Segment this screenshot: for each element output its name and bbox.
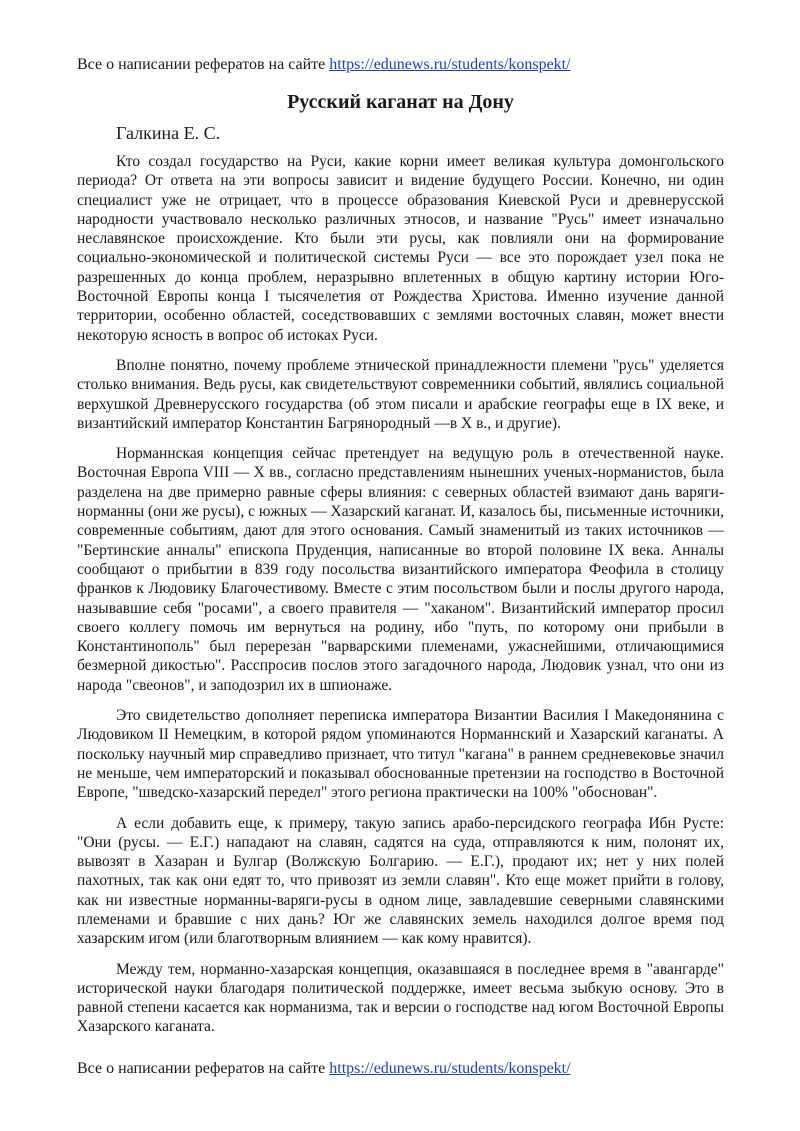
footer-line [77, 1059, 571, 1079]
header-link[interactable]: https://edunews.ru/students/konspekt/ [329, 56, 571, 73]
paragraph: Норманнская концепция сейчас претендует на ведущую роль в отечественной науке. Восточная Европа VIII — X вв., согласно представлениям нынешних ученых-норманистов, была разделена на две примерно равные сферы влияния: с северных областей взимают дань варяги-норманны (они же русы), с южных — Хазарский каганат. И, казалось бы, письменные источники, современные событиям, дают для этого основания. Самый знаменитый из таких источников — "Бертинские анналы" епископа Пруденция, написанные во второй половине IX века. Анналы сообщают о прибытии в 839 году посольства византийского императора Феофила в столицу франков к Людовику Благочестивому. Вместе с этим посольством были и послы другого народа, называвшие себя "росами", а своего правителя — "хаканом". Византийский император просил своего коллегу помочь им вернуться на родину, ибо "путь, по которому они прибыли в Константинополь" был перерезан "варварскими племенами, ужаснейшими, отличающимися безмерной дикостью". Расспросив послов этого загадочного народа, Людовик узнал, что они из народа "свеонов", и заподозрил их в шпионаже. [77, 445, 724, 694]
paragraph: Вполне понятно, почему проблеме этнической принадлежности племени "русь" уделяется столько внимания. Ведь русы, как свидетельствуют современники событий, являлись социальной верхушкой Древнерусского государства (об этом писали и арабские географы еще в IX веке, и византийский император Константин Багрянородный —в X в., и другие). [77, 356, 724, 432]
paragraph: Между тем, норманно-хазарская концепция, оказавшаяся в последнее время в "авангарде" исторической науки благодаря политической поддержке, имеет весьма зыбкую основу. Это в равной степени касается как норманизма, так и версии о господстве над югом Восточной Европы Хазарского каганата. [77, 960, 724, 1036]
paragraph: А если добавить еще, к примеру, такую запись арабо-персидского географа Ибн Русте: "Они (русы. — Е.Г.) нападают на славян, садятся на суда, отправляются к ним, полонят их, вывозят в Хазаран и Булгар (Волжскую Болгарию. — Е.Г.), продают их; нет у них полей пахотных, так как они едят то, что привозят из земли славян". Кто еще может прийти в голову, как ни известные норманны-варяги-русы в одном лице, завладевшие северными славянскими племенами и бравшие с них дань? Юг же славянских земель находился долгое время под хазарским игом (или благотворным влиянием — как кому нравится). [77, 814, 724, 948]
article-body [77, 152, 724, 1048]
author-name: Галкина Е. С. [116, 123, 221, 143]
footer-prefix: Все о написании рефератов на сайте [77, 1060, 326, 1077]
paragraph: Кто создал государство на Руси, какие корни имеет великая культура домонгольского периода? От ответа на эти вопросы зависит и видение будущего России. Конечно, ни один специалист уже не отрицает, что в процессе образования Киевской Руси и древнерусской народности участвовало несколько различных этносов, и название "Русь" имеет изначально неславянское происхождение. Кто были эти русы, как повлияли они на формирование социально-экономической и политической системы Руси — все это порождает узел пока не разрешенных до конца проблем, неразрывно вплетенных в общую картину истории Юго-Восточной Европы конца I тысячелетия от Рождества Христова. Именно изучение данной территории, особенно областей, соседствовавших с землями восточных славян, может внести некоторую ясность в вопрос об истоках Руси. [77, 153, 724, 344]
document-title: Русский каганат на Дону [287, 91, 514, 113]
footer-link[interactable]: https://edunews.ru/students/konspekt/ [329, 1060, 571, 1077]
paragraph: Это свидетельство дополняет переписка императора Византии Василия I Македонянина с Людовиком II Немецким, в которой рядом упоминаются Норманнский и Хазарский каганаты. А поскольку научный мир справедливо признает, что титул "кагана" в раннем средневековье значил не меньше, чем императорский и показывал обоснованные претензии на господство в Восточной Европе, "шведско-хазарский передел" этого региона практически на 100% "обоснован". [77, 707, 724, 802]
header-line [77, 55, 571, 75]
header-prefix: Все о написании рефератов на сайте [77, 56, 326, 73]
